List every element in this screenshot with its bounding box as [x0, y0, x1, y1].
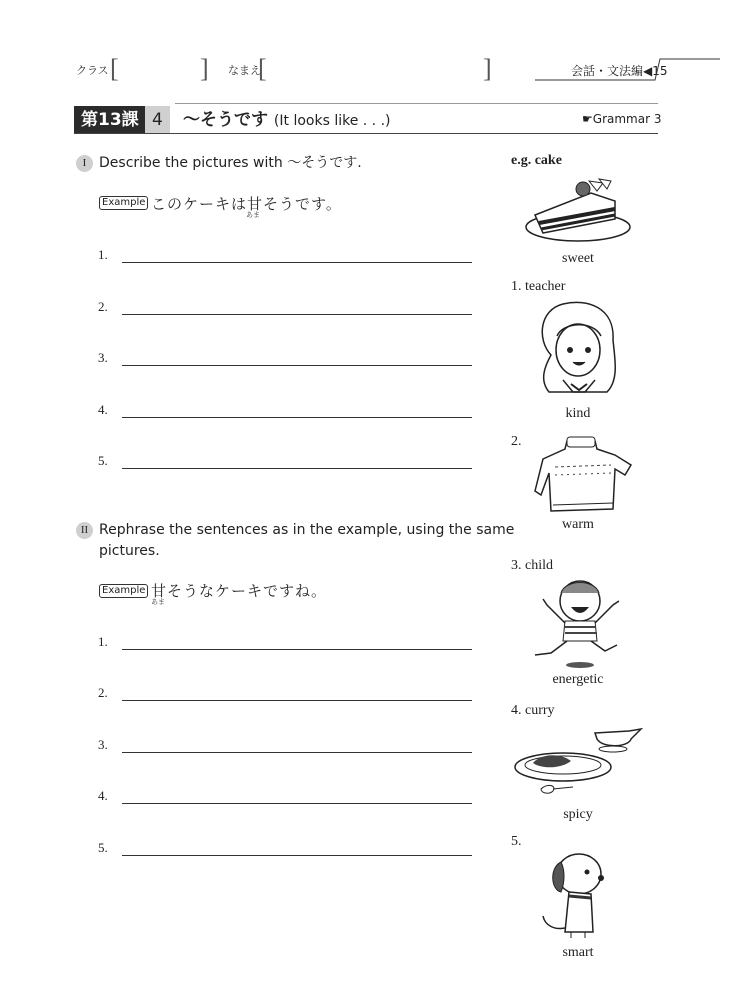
sweater-icon [535, 435, 635, 515]
picture-label: 2. [511, 434, 522, 449]
part1-item-number: 1. [98, 247, 108, 262]
title-sub: (It looks like . . .) [273, 113, 391, 129]
name-bracket-left: [ [258, 54, 267, 83]
part1-answer-line[interactable] [122, 261, 472, 263]
part1-instruction: Describe the pictures with 〜そうです. [99, 155, 362, 171]
section-number: 4 [145, 106, 170, 134]
part2-instruction-line2: pictures. [99, 543, 160, 559]
teacher-icon [533, 300, 623, 400]
part1-number: I [76, 155, 93, 172]
page-reference: 会話・文法編◀15 [571, 64, 668, 78]
picture-word: warm [562, 517, 594, 532]
part2-answer-line[interactable] [122, 699, 472, 701]
pointing-hand-icon: ☛ [582, 112, 593, 126]
picture-label: 1. teacher [511, 279, 566, 294]
dog-icon [535, 848, 625, 943]
picture-word: energetic [552, 672, 604, 687]
part2-answer-line[interactable] [122, 802, 472, 804]
part2-number: II [76, 522, 93, 539]
picture-word: smart [562, 945, 594, 960]
part2-example-tag: Example [99, 584, 148, 598]
name-bracket-right: ] [483, 54, 492, 83]
page-title [183, 109, 391, 132]
title-underline [74, 133, 658, 134]
part1-example-furigana: あま [246, 211, 260, 219]
child-icon [525, 575, 635, 670]
part2-example-furigana: あま [151, 598, 165, 606]
header-rule [535, 54, 735, 84]
cake-icon [523, 175, 633, 245]
class-bracket-right: ] [200, 54, 209, 83]
part1-item-number: 5. [98, 453, 108, 468]
part1-item-number: 4. [98, 402, 108, 417]
name-label: なまえ [228, 64, 261, 77]
part1-answer-line[interactable] [122, 467, 472, 469]
lesson-label: 第13課 [74, 106, 146, 134]
part1-answer-line[interactable] [122, 364, 472, 366]
class-field[interactable] [122, 58, 198, 84]
part2-item-number: 1. [98, 634, 108, 649]
class-label: クラス [76, 64, 109, 77]
part2-item-number: 3. [98, 737, 108, 752]
picture-label: e.g. cake [511, 153, 562, 168]
part1-answer-line[interactable] [122, 416, 472, 418]
part1-item-number: 3. [98, 350, 108, 365]
picture-label: 5. [511, 834, 522, 849]
part2-item-number: 5. [98, 840, 108, 855]
grammar-ref-label: Grammar 3 [592, 112, 662, 126]
picture-word: sweet [562, 251, 594, 266]
title-topline [175, 103, 658, 104]
grammar-ref[interactable] [582, 112, 661, 126]
curry-icon [511, 725, 651, 800]
class-bracket-left: [ [110, 54, 119, 83]
part2-answer-line[interactable] [122, 751, 472, 753]
picture-word: kind [565, 406, 591, 421]
part2-example-sentence: 甘そうなケーキですね。 [151, 582, 328, 600]
part2-instruction-line1: Rephrase the sentences as in the example, using the same [99, 522, 515, 538]
part1-answer-line[interactable] [122, 313, 472, 315]
picture-label: 3. child [511, 558, 553, 573]
part2-item-number: 2. [98, 685, 108, 700]
picture-word: spicy [563, 807, 593, 822]
part1-example-sentence: このケーキは甘そうです。 [151, 195, 342, 213]
title-main: 〜そうです [183, 110, 268, 130]
part2-answer-line[interactable] [122, 648, 472, 650]
part2-answer-line[interactable] [122, 854, 472, 856]
name-field[interactable] [270, 58, 480, 84]
part2-item-number: 4. [98, 788, 108, 803]
part1-item-number: 2. [98, 299, 108, 314]
part1-example-tag: Example [99, 196, 148, 210]
picture-label: 4. curry [511, 703, 555, 718]
